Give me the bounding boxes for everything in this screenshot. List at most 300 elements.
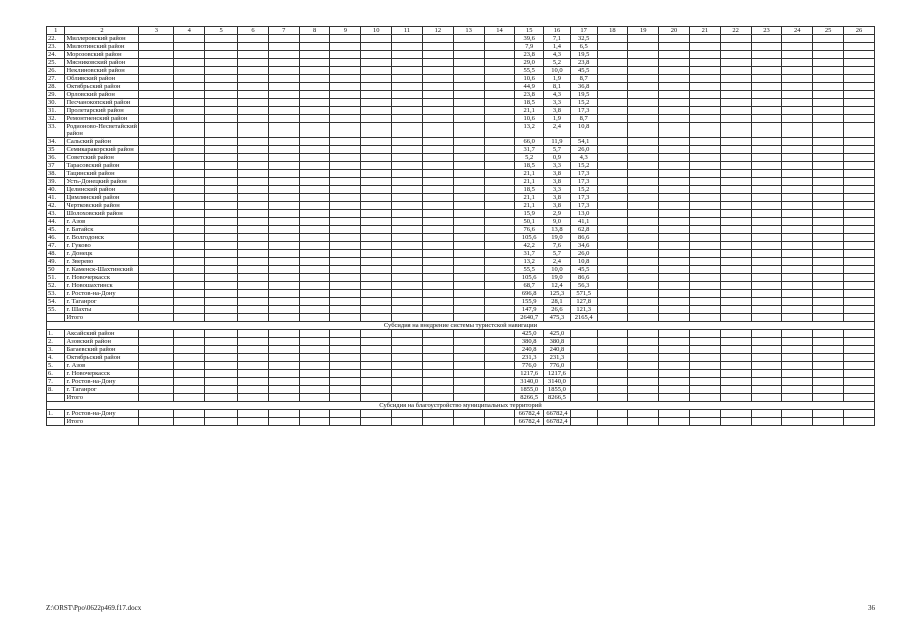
- empty-cell: [720, 418, 751, 426]
- empty-cell: [174, 226, 205, 234]
- empty-cell: [597, 378, 628, 386]
- empty-cell: [484, 67, 515, 75]
- empty-cell: [597, 99, 628, 107]
- value-col-17: 45,5: [570, 266, 597, 274]
- value-col-17: 127,8: [570, 298, 597, 306]
- header-cell: 4: [174, 27, 205, 35]
- empty-cell: [484, 242, 515, 250]
- empty-cell: [392, 298, 423, 306]
- value-col-15: 240,8: [515, 346, 544, 354]
- value-col-15: 18,5: [515, 186, 544, 194]
- empty-cell: [453, 59, 484, 67]
- value-col-16: 1,4: [544, 43, 571, 51]
- row-number: 7.: [47, 378, 65, 386]
- empty-cell: [361, 290, 392, 298]
- empty-cell: [628, 274, 659, 282]
- empty-cell: [844, 282, 875, 290]
- row-number: 47.: [47, 242, 65, 250]
- empty-cell: [782, 115, 813, 123]
- empty-cell: [299, 250, 330, 258]
- empty-cell: [392, 362, 423, 370]
- empty-cell: [299, 162, 330, 170]
- empty-cell: [299, 210, 330, 218]
- empty-cell: [139, 274, 174, 282]
- empty-cell: [205, 258, 238, 266]
- empty-cell: [720, 290, 751, 298]
- empty-cell: [268, 194, 299, 202]
- empty-cell: [422, 123, 453, 138]
- empty-cell: [422, 178, 453, 186]
- empty-cell: [782, 362, 813, 370]
- empty-cell: [597, 51, 628, 59]
- empty-cell: [782, 274, 813, 282]
- empty-cell: [205, 123, 238, 138]
- empty-cell: [453, 242, 484, 250]
- empty-cell: [782, 282, 813, 290]
- empty-cell: [238, 250, 269, 258]
- empty-cell: [330, 338, 361, 346]
- municipality-name: г. Азов: [65, 218, 139, 226]
- table-row: [47, 314, 875, 322]
- empty-cell: [330, 83, 361, 91]
- empty-cell: [238, 75, 269, 83]
- empty-cell: [659, 418, 690, 426]
- empty-cell: [628, 282, 659, 290]
- empty-cell: [205, 75, 238, 83]
- empty-cell: [844, 51, 875, 59]
- value-col-15: 3140,0: [515, 378, 544, 386]
- empty-cell: [720, 362, 751, 370]
- value-col-17: [570, 330, 597, 338]
- value-col-17: 23,8: [570, 59, 597, 67]
- empty-cell: [268, 258, 299, 266]
- empty-cell: [659, 51, 690, 59]
- table-row: [47, 306, 875, 314]
- empty-cell: [299, 170, 330, 178]
- empty-cell: [844, 386, 875, 394]
- empty-cell: [751, 107, 782, 115]
- empty-cell: [392, 418, 423, 426]
- empty-cell: [813, 418, 844, 426]
- empty-cell: [628, 290, 659, 298]
- empty-cell: [361, 210, 392, 218]
- empty-cell: [453, 226, 484, 234]
- empty-cell: [268, 43, 299, 51]
- empty-cell: [422, 154, 453, 162]
- empty-cell: [268, 67, 299, 75]
- empty-cell: [844, 298, 875, 306]
- empty-cell: [453, 290, 484, 298]
- empty-cell: [628, 218, 659, 226]
- row-number: 43.: [47, 210, 65, 218]
- municipality-name: г. Зверево: [65, 258, 139, 266]
- empty-cell: [689, 346, 720, 354]
- empty-cell: [597, 59, 628, 67]
- empty-cell: [689, 51, 720, 59]
- value-col-15: 425,0: [515, 330, 544, 338]
- empty-cell: [268, 59, 299, 67]
- value-col-15: 13,2: [515, 123, 544, 138]
- empty-cell: [720, 298, 751, 306]
- empty-cell: [628, 314, 659, 322]
- empty-cell: [844, 346, 875, 354]
- empty-cell: [659, 186, 690, 194]
- empty-cell: [720, 75, 751, 83]
- empty-cell: [238, 99, 269, 107]
- empty-cell: [238, 370, 269, 378]
- empty-cell: [659, 346, 690, 354]
- empty-cell: [720, 83, 751, 91]
- empty-cell: [361, 146, 392, 154]
- empty-cell: [422, 418, 453, 426]
- empty-cell: [751, 99, 782, 107]
- empty-cell: [782, 107, 813, 115]
- empty-cell: [205, 67, 238, 75]
- empty-cell: [751, 210, 782, 218]
- empty-cell: [453, 410, 484, 418]
- empty-cell: [422, 162, 453, 170]
- municipality-name: Ремонтненский район: [65, 115, 139, 123]
- empty-cell: [453, 186, 484, 194]
- row-number: 3.: [47, 346, 65, 354]
- empty-cell: [813, 346, 844, 354]
- empty-cell: [205, 330, 238, 338]
- empty-cell: [659, 354, 690, 362]
- empty-cell: [813, 83, 844, 91]
- empty-cell: [689, 394, 720, 402]
- empty-cell: [205, 306, 238, 314]
- empty-cell: [844, 378, 875, 386]
- table-row: [47, 123, 875, 138]
- empty-cell: [782, 386, 813, 394]
- empty-cell: [782, 410, 813, 418]
- empty-cell: [813, 290, 844, 298]
- empty-cell: [782, 67, 813, 75]
- empty-cell: [299, 43, 330, 51]
- empty-cell: [484, 394, 515, 402]
- empty-cell: [689, 226, 720, 234]
- empty-cell: [751, 338, 782, 346]
- municipality-name: Багаевский район: [65, 346, 139, 354]
- empty-cell: [813, 35, 844, 43]
- empty-cell: [205, 202, 238, 210]
- value-col-16: 7,1: [544, 35, 571, 43]
- municipality-name: Тацинский район: [65, 170, 139, 178]
- municipality-name: Обливский район: [65, 75, 139, 83]
- empty-cell: [422, 378, 453, 386]
- empty-cell: [174, 378, 205, 386]
- value-col-17: [570, 378, 597, 386]
- empty-cell: [139, 75, 174, 83]
- empty-cell: [205, 314, 238, 322]
- value-col-17: 17,3: [570, 178, 597, 186]
- empty-cell: [139, 370, 174, 378]
- empty-cell: [844, 99, 875, 107]
- empty-cell: [392, 306, 423, 314]
- empty-cell: [268, 298, 299, 306]
- row-number: 33.: [47, 123, 65, 138]
- empty-cell: [422, 194, 453, 202]
- empty-cell: [361, 178, 392, 186]
- empty-cell: [174, 138, 205, 146]
- empty-cell: [392, 162, 423, 170]
- empty-cell: [174, 210, 205, 218]
- empty-cell: [238, 314, 269, 322]
- empty-cell: [782, 234, 813, 242]
- empty-cell: [361, 194, 392, 202]
- table-row: [47, 330, 875, 338]
- empty-cell: [422, 242, 453, 250]
- value-col-15: 2640,7: [515, 314, 544, 322]
- header-row: [47, 27, 875, 35]
- empty-cell: [238, 91, 269, 99]
- section-title-row: [47, 322, 875, 330]
- empty-cell: [330, 250, 361, 258]
- table-row: [47, 378, 875, 386]
- empty-cell: [720, 338, 751, 346]
- empty-cell: [720, 91, 751, 99]
- empty-cell: [268, 146, 299, 154]
- empty-cell: [238, 218, 269, 226]
- municipality-name: Тарасовский район: [65, 162, 139, 170]
- empty-cell: [751, 51, 782, 59]
- empty-cell: [659, 75, 690, 83]
- empty-cell: [813, 266, 844, 274]
- value-col-16: 11,9: [544, 138, 571, 146]
- empty-cell: [597, 170, 628, 178]
- empty-cell: [720, 194, 751, 202]
- empty-cell: [139, 338, 174, 346]
- row-number: 1.: [47, 330, 65, 338]
- row-number: 44.: [47, 218, 65, 226]
- empty-cell: [751, 354, 782, 362]
- empty-cell: [484, 266, 515, 274]
- empty-cell: [813, 362, 844, 370]
- empty-cell: [689, 298, 720, 306]
- value-col-17: 4,3: [570, 154, 597, 162]
- header-cell: 3: [139, 27, 174, 35]
- row-number: 23.: [47, 43, 65, 51]
- empty-cell: [813, 170, 844, 178]
- empty-cell: [238, 394, 269, 402]
- empty-cell: [392, 242, 423, 250]
- empty-cell: [299, 314, 330, 322]
- value-col-15: 1855,0: [515, 386, 544, 394]
- empty-cell: [689, 314, 720, 322]
- empty-cell: [813, 226, 844, 234]
- empty-cell: [813, 51, 844, 59]
- empty-cell: [597, 266, 628, 274]
- value-col-15: 105,6: [515, 234, 544, 242]
- table-row: [47, 394, 875, 402]
- empty-cell: [453, 146, 484, 154]
- row-number: 8.: [47, 386, 65, 394]
- empty-cell: [299, 178, 330, 186]
- value-col-16: 8266,5: [544, 394, 571, 402]
- empty-cell: [330, 75, 361, 83]
- empty-cell: [597, 115, 628, 123]
- empty-cell: [720, 234, 751, 242]
- empty-cell: [174, 67, 205, 75]
- empty-cell: [844, 418, 875, 426]
- empty-cell: [484, 162, 515, 170]
- empty-cell: [628, 266, 659, 274]
- empty-cell: [205, 266, 238, 274]
- empty-cell: [484, 258, 515, 266]
- empty-cell: [782, 418, 813, 426]
- empty-cell: [813, 146, 844, 154]
- empty-cell: [751, 170, 782, 178]
- empty-cell: [330, 290, 361, 298]
- row-number: 35: [47, 146, 65, 154]
- empty-cell: [205, 107, 238, 115]
- empty-cell: [689, 330, 720, 338]
- empty-cell: [268, 418, 299, 426]
- value-col-16: 1855,0: [544, 386, 571, 394]
- empty-cell: [751, 346, 782, 354]
- empty-cell: [751, 186, 782, 194]
- header-cell: 5: [205, 27, 238, 35]
- empty-cell: [299, 258, 330, 266]
- empty-cell: [330, 170, 361, 178]
- empty-cell: [330, 115, 361, 123]
- empty-cell: [238, 226, 269, 234]
- empty-cell: [330, 43, 361, 51]
- empty-cell: [268, 35, 299, 43]
- empty-cell: [299, 298, 330, 306]
- empty-cell: [238, 386, 269, 394]
- empty-cell: [628, 250, 659, 258]
- value-col-16: 2,4: [544, 123, 571, 138]
- municipality-name: Орловский район: [65, 91, 139, 99]
- empty-cell: [628, 178, 659, 186]
- empty-cell: [238, 258, 269, 266]
- value-col-16: 5,2: [544, 59, 571, 67]
- empty-cell: [484, 138, 515, 146]
- empty-cell: [174, 346, 205, 354]
- empty-cell: [392, 218, 423, 226]
- empty-cell: [453, 370, 484, 378]
- empty-cell: [139, 242, 174, 250]
- empty-cell: [139, 290, 174, 298]
- empty-cell: [392, 274, 423, 282]
- empty-cell: [453, 123, 484, 138]
- empty-cell: [453, 210, 484, 218]
- empty-cell: [392, 258, 423, 266]
- empty-cell: [422, 314, 453, 322]
- empty-cell: [628, 410, 659, 418]
- value-col-15: 55,5: [515, 67, 544, 75]
- empty-cell: [782, 146, 813, 154]
- empty-cell: [751, 43, 782, 51]
- empty-cell: [205, 35, 238, 43]
- row-number: 25.: [47, 59, 65, 67]
- empty-cell: [299, 282, 330, 290]
- empty-cell: [392, 202, 423, 210]
- empty-cell: [238, 234, 269, 242]
- empty-cell: [422, 266, 453, 274]
- value-col-16: 425,0: [544, 330, 571, 338]
- empty-cell: [484, 202, 515, 210]
- empty-cell: [628, 378, 659, 386]
- empty-cell: [782, 226, 813, 234]
- empty-cell: [238, 162, 269, 170]
- empty-cell: [597, 274, 628, 282]
- empty-cell: [659, 43, 690, 51]
- empty-cell: [628, 194, 659, 202]
- empty-cell: [720, 250, 751, 258]
- empty-cell: [597, 354, 628, 362]
- empty-cell: [720, 186, 751, 194]
- empty-cell: [782, 43, 813, 51]
- empty-cell: [689, 75, 720, 83]
- empty-cell: [422, 115, 453, 123]
- empty-cell: [453, 107, 484, 115]
- empty-cell: [844, 146, 875, 154]
- empty-cell: [330, 266, 361, 274]
- empty-cell: [844, 242, 875, 250]
- empty-cell: [782, 258, 813, 266]
- empty-cell: [813, 43, 844, 51]
- empty-cell: [139, 59, 174, 67]
- empty-cell: [689, 410, 720, 418]
- empty-cell: [392, 386, 423, 394]
- empty-cell: [782, 170, 813, 178]
- empty-cell: [453, 346, 484, 354]
- table-row: [47, 242, 875, 250]
- empty-cell: [139, 35, 174, 43]
- value-col-17: 17,3: [570, 194, 597, 202]
- row-number: 31.: [47, 107, 65, 115]
- empty-cell: [330, 107, 361, 115]
- value-col-15: 18,5: [515, 162, 544, 170]
- municipality-name: Шолоховский район: [65, 210, 139, 218]
- empty-cell: [361, 51, 392, 59]
- empty-cell: [422, 210, 453, 218]
- empty-cell: [813, 250, 844, 258]
- empty-cell: [484, 282, 515, 290]
- municipality-name: г. Ростов-на-Дону: [65, 410, 139, 418]
- empty-cell: [453, 330, 484, 338]
- empty-cell: [238, 378, 269, 386]
- empty-cell: [844, 338, 875, 346]
- value-col-15: 231,3: [515, 354, 544, 362]
- value-col-17: 15,2: [570, 99, 597, 107]
- empty-cell: [751, 330, 782, 338]
- document-sheet: [46, 26, 875, 426]
- empty-cell: [392, 346, 423, 354]
- value-col-17: 13,0: [570, 210, 597, 218]
- row-number: [47, 394, 65, 402]
- empty-cell: [628, 338, 659, 346]
- empty-cell: [361, 138, 392, 146]
- empty-cell: [238, 59, 269, 67]
- empty-cell: [392, 266, 423, 274]
- empty-cell: [422, 218, 453, 226]
- empty-cell: [844, 83, 875, 91]
- table-row: [47, 170, 875, 178]
- municipality-name: г. Новочеркасск: [65, 274, 139, 282]
- row-number: 22.: [47, 35, 65, 43]
- empty-cell: [174, 314, 205, 322]
- header-cell: 2: [65, 27, 139, 35]
- empty-cell: [689, 306, 720, 314]
- value-col-17: 19,5: [570, 91, 597, 99]
- value-col-16: 8,1: [544, 83, 571, 91]
- empty-cell: [299, 386, 330, 394]
- empty-cell: [361, 154, 392, 162]
- empty-cell: [361, 242, 392, 250]
